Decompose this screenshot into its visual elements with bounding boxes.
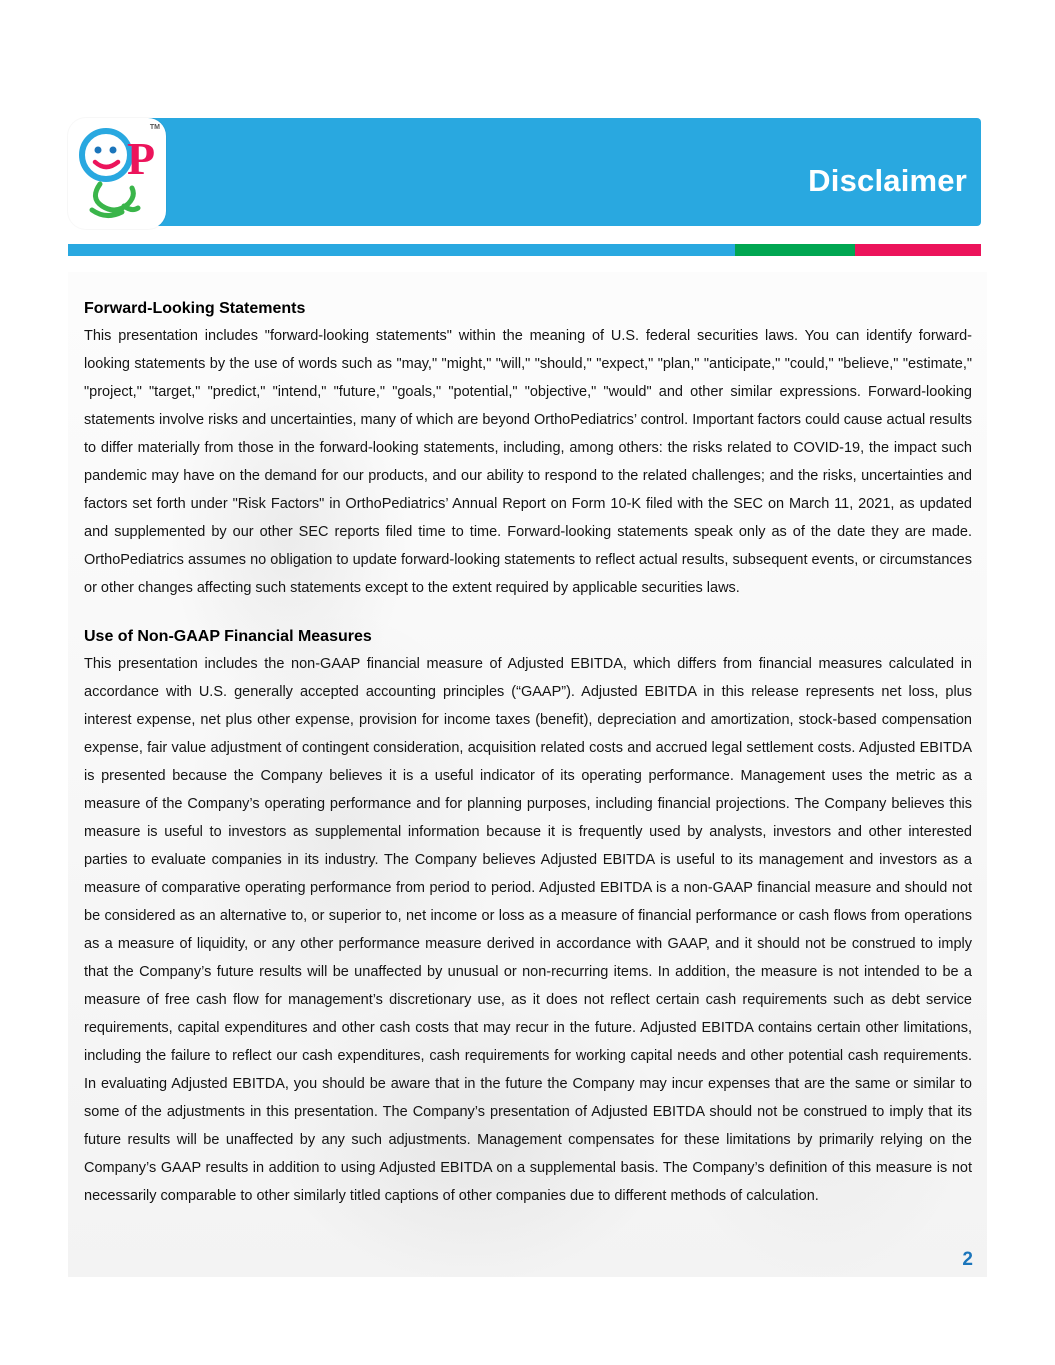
accent-strip-pink-segment	[855, 244, 981, 256]
orthopediatrics-logo-icon	[72, 122, 162, 225]
company-logo	[68, 118, 166, 229]
content-area	[68, 272, 987, 1277]
section-body-forward-looking: This presentation includes "forward-looking statements" within the meaning of U.S. federal securities laws. You can identify forward-looking statements by the use of words such as "may," "might," "will," "should," "expect," "plan," "anticipate," "could," "believe," "estimate," "project," "target," "predict," "intend," "future," "goals," "potential," "objective," "would" and other similar expressions. Forward-looking statements involve risks and uncertainties, many of which are beyond OrthoPediatrics’ control. Important factors could cause actual results to differ materially from those in the forward-looking statements, including, among others: the risks related to COVID-19, the impact such pandemic may have on the demand for our products, and our ability to respond to the related challenges; and the risks, uncertainties and factors set forth under "Risk Factors" in OrthoPediatrics’ Annual Report on Form 10-K filed with the SEC on March 11, 2021, as updated and supplemented by our other SEC reports filed time to time. Forward-looking statements speak only as of the date they are made. OrthoPediatrics assumes no obligation to update forward-looking statements to reflect actual results, subsequent events, or circumstances or other changes affecting such statements except to the extent required by applicable securities laws.	[84, 328, 972, 596]
section-heading-non-gaap: Use of Non-GAAP Financial Measures	[84, 628, 372, 645]
header-bar	[68, 118, 981, 226]
section-heading-forward-looking: Forward-Looking Statements	[84, 300, 306, 317]
section-forward-looking-statements	[84, 300, 972, 602]
accent-strip-green-segment	[735, 244, 855, 256]
slide-title: Disclaimer	[808, 163, 967, 198]
section-non-gaap-measures	[84, 628, 972, 1210]
svg-text:P: P	[127, 133, 156, 184]
section-body-non-gaap: This presentation includes the non-GAAP financial measure of Adjusted EBITDA, which differs from financial measures calculated in accordance with U.S. generally accepted accounting principles (“GAAP”). Adjusted EBITDA in this release represents net loss, plus interest expense, net plus other expense, provision for income taxes (benefit), depreciation and amortization, stock-based compensation expense, fair value adjustment of contingent consideration, acquisition related costs and accrued legal settlement costs. Adjusted EBITDA is presented because the Company believes it is a useful indicator of its operating performance. Management uses the metric as a measure of the Company’s operating performance and for planning purposes, including financial projections. The Company believes this measure is useful to investors as supplemental information because it is frequently used by analysts, investors and other interested parties to evaluate companies in its industry. The Company believes Adjusted EBITDA is useful to its management and investors as a measure of comparative operating performance from period to period. Adjusted EBITDA is a non-GAAP financial measure and should not be considered as an alternative to, or superior to, net income or loss as a measure of financial performance or cash flows from operations as a measure of liquidity, or any other performance measure derived in accordance with GAAP, and it should not be construed to imply that the Company’s future results will be unaffected by unusual or non-recurring items. In addition, the measure is not intended to be a measure of free cash flow for management’s discretionary use, as it does not reflect certain cash requirements such as debt service requirements, capital expenditures and other cash costs that may recur in the future. Adjusted EBITDA contains certain other limitations, including the failure to reflect our cash expenditures, cash requirements for working capital needs and other potential cash requirements. In evaluating Adjusted EBITDA, you should be aware that in the future the Company may incur expenses that are the same or similar to some of the adjustments in this presentation. The Company’s presentation of Adjusted EBITDA should not be construed to imply that its future results will be unaffected by any such adjustments. Management compensates for these limitations by primarily relying on the Company’s GAAP results in addition to using Adjusted EBITDA on a supplemental basis. The Company’s definition of this measure is not necessarily comparable to other similarly titled captions of other companies due to different methods of calculation.	[84, 656, 972, 1204]
trademark-symbol: TM	[149, 124, 160, 131]
page-number: 2	[962, 1249, 973, 1270]
accent-strip-blue-segment	[68, 244, 735, 256]
accent-strip	[68, 244, 981, 256]
